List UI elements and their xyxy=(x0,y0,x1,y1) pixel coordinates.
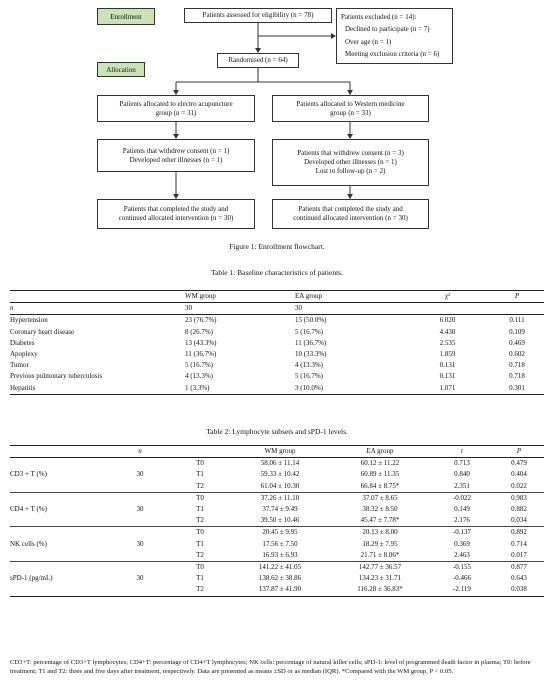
table-cell xyxy=(490,303,544,315)
table-cell xyxy=(110,562,170,574)
table1-header: WM group xyxy=(185,292,216,300)
box-line: Patients that completed the study and xyxy=(298,205,403,213)
table-cell: Hypertension xyxy=(10,316,48,325)
table2-header: n xyxy=(138,447,142,455)
table-cell: 15 (50.0%) xyxy=(295,316,327,325)
table-cell: 1.071 xyxy=(439,383,456,392)
table-cell: 116.28 ± 36.83* xyxy=(357,585,403,594)
table2-caption: Table 2: Lymphocyte subsets and sPD-1 levels. xyxy=(206,427,348,436)
table-cell xyxy=(10,584,110,596)
table-cell: -0.137 xyxy=(430,527,494,539)
table-row xyxy=(10,371,544,382)
table-row xyxy=(10,360,544,371)
table-cell: Diabetes xyxy=(10,338,35,347)
table-cell: 4.430 xyxy=(439,327,456,336)
table-cell: 45.47 ± 7.78* xyxy=(360,516,400,525)
table-cell: 0.149 xyxy=(454,505,470,514)
table-cell xyxy=(110,550,170,562)
table-row xyxy=(10,338,544,349)
table-cell: 0.643 xyxy=(511,574,527,583)
table-row xyxy=(10,584,544,596)
table-cell xyxy=(110,527,170,539)
assessed-box: Patients assessed for eligibility (n = 78) xyxy=(184,8,332,23)
table-cell: 20.13 ± 8.00 xyxy=(330,527,430,539)
table-cell xyxy=(10,562,110,574)
table-cell: 30 xyxy=(185,304,192,313)
table-cell: 0.469 xyxy=(509,338,525,347)
table-cell: T2 xyxy=(196,550,204,559)
table-cell: 60.89 ± 11.35 xyxy=(360,470,400,479)
left-allocation-box xyxy=(97,95,255,122)
table-cell: Apoplexy xyxy=(10,350,38,359)
table-cell: 20.45 ± 9.95 xyxy=(230,527,330,539)
table-cell xyxy=(405,303,490,315)
table-cell: 4 (13.3%) xyxy=(295,361,323,370)
table-cell: 0.882 xyxy=(511,505,527,514)
table-row xyxy=(10,383,544,395)
table-cell: T1 xyxy=(196,574,204,583)
table-cell: 30 xyxy=(295,304,302,313)
table-cell: 5 (16.7%) xyxy=(185,361,213,370)
table-cell: 30 xyxy=(136,539,144,548)
table-row xyxy=(10,458,544,470)
enrollment-tag: Enrollment xyxy=(97,8,155,25)
excluded-box xyxy=(336,8,453,64)
table-cell xyxy=(10,481,110,493)
table-cell: CD3 + T (%) xyxy=(10,470,47,479)
excluded-title: Patients excluded (n = 14): xyxy=(341,12,417,21)
table-cell: 11 (36.7%) xyxy=(295,338,327,347)
box-line: Developed other illnesses (n = 1) xyxy=(129,155,223,164)
table-cell: 2.176 xyxy=(454,516,470,525)
table-cell: n xyxy=(10,304,14,313)
table-row xyxy=(10,349,544,360)
table-cell: 0.131 xyxy=(439,361,456,370)
table-cell: 23 (76.7%) xyxy=(185,316,217,325)
table-cell: 0.840 xyxy=(454,470,470,479)
table2-header: EA group xyxy=(366,447,394,455)
table-cell: 5 (16.7%) xyxy=(295,327,323,336)
left-complete-box xyxy=(97,199,255,229)
table-cell: 2.351 xyxy=(454,481,470,490)
table-cell xyxy=(110,458,170,470)
table-cell: 0.301 xyxy=(509,383,525,392)
table-cell: NK cells (%) xyxy=(10,539,47,548)
table-row xyxy=(10,527,544,539)
table-row xyxy=(10,550,544,562)
table-cell: 0.109 xyxy=(509,327,525,336)
table-cell: 0.038 xyxy=(511,585,527,594)
table-cell: 3 (10.0%) xyxy=(295,383,323,392)
table-cell: T0 xyxy=(196,459,204,468)
table-cell xyxy=(10,515,110,527)
table-row xyxy=(10,327,544,338)
box-line: Patients allocated to Western medicine xyxy=(296,99,405,108)
box-line: group (n = 33) xyxy=(330,108,371,117)
table-cell: 58.06 ± 11.14 xyxy=(260,459,300,468)
table2-footnote: CD3+T: percentage of CD3+T lymphocytes; CD4+T: percentage of CD4+T lymphocytes; NK cells: percentage of natural killer cells; sPD-1: level of programmed death factor in plasma; T0: before treatment; T1 and T2: three and five days after treatment, respectively. Data are presented as means ±SD or as median (IQR). *Compared with the WM group, P < 0.05. xyxy=(10,659,531,675)
table1 xyxy=(10,290,544,395)
table-cell: Tumor xyxy=(10,361,29,370)
table-cell: 0.017 xyxy=(511,550,527,559)
table-cell: -0.022 xyxy=(430,492,494,504)
table-row xyxy=(10,504,544,515)
table-cell: 134.23 ± 31.71 xyxy=(358,574,402,583)
table-cell: 8 (26.7%) xyxy=(185,327,213,336)
table-cell xyxy=(10,492,110,504)
table-cell: 1.859 xyxy=(439,350,456,359)
table2-header: P xyxy=(516,447,522,455)
table-cell: sPD-1 (pg/mL) xyxy=(10,574,53,583)
table-cell: 0.602 xyxy=(509,350,525,359)
table-cell: 0.369 xyxy=(454,539,470,548)
table-cell: 11 (36.7%) xyxy=(185,350,217,359)
table-cell: 37.07 ± 8.65 xyxy=(330,492,430,504)
table1-header: χ² xyxy=(444,292,451,300)
table2-header xyxy=(10,446,110,458)
table-row xyxy=(10,315,544,327)
excluded-item: Over age (n = 1) xyxy=(345,37,392,46)
excluded-item: Declined to participate (n = 7) xyxy=(345,25,430,34)
table-cell: 60.12 ± 11.22 xyxy=(360,459,400,468)
left-withdraw-box xyxy=(97,139,255,172)
table-cell: 142.77 ± 36.57 xyxy=(330,562,430,574)
table-cell: 5 (16.7%) xyxy=(295,372,323,381)
table-cell: 137.87 ± 41.90 xyxy=(258,585,302,594)
table-cell: 0.892 xyxy=(494,527,544,539)
table-cell: 138.62 ± 38.86 xyxy=(258,574,302,583)
table-cell: 37.74 ± 9.49 xyxy=(262,505,298,514)
table-cell: 0.877 xyxy=(494,562,544,574)
table-cell: T2 xyxy=(196,516,204,525)
table-cell: T0 xyxy=(170,527,230,539)
table-cell: 38.32 ± 8.50 xyxy=(362,505,398,514)
table-cell: 18.29 ± 7.95 xyxy=(362,539,398,548)
table-cell: 37.26 ± 11.10 xyxy=(230,492,330,504)
table-cell: 66.84 ± 8.75* xyxy=(360,481,400,490)
table-cell: 0.034 xyxy=(511,516,527,525)
table-row xyxy=(10,303,544,315)
box-line: Patients that withdrew consent (n = 1) xyxy=(122,146,230,155)
table-cell: Previous pulmonary tuberculosis xyxy=(10,372,103,381)
table-cell xyxy=(10,458,110,470)
table-cell: -0.155 xyxy=(430,562,494,574)
box-line: Patients that completed the study and xyxy=(123,205,229,213)
table-cell: 21.71 ± 8.06* xyxy=(360,550,400,559)
table-cell: CD4 + T (%) xyxy=(10,505,47,514)
box-line: group (n = 31) xyxy=(155,108,197,117)
table-cell: 61.04 ± 10.30 xyxy=(260,481,300,490)
table2-header: WM group xyxy=(264,447,296,455)
table-cell: 30 xyxy=(136,574,144,583)
table-cell: 0.983 xyxy=(494,492,544,504)
table1-header xyxy=(10,291,185,303)
table-cell: 39.50 ± 10.46 xyxy=(260,516,300,525)
box-line: Developed other illnesses (n = 1) xyxy=(304,158,397,166)
table-row xyxy=(10,562,544,574)
table-cell: T0 xyxy=(170,562,230,574)
table-row xyxy=(10,515,544,527)
table-cell: 2.463 xyxy=(454,550,470,559)
box-line: Lost to follow-up (n = 2) xyxy=(315,167,386,175)
table-cell: 16.93 ± 6.93 xyxy=(262,550,298,559)
table-cell xyxy=(110,481,170,493)
table-cell: 17.56 ± 7.50 xyxy=(262,539,298,548)
table-cell: 0.718 xyxy=(509,372,525,381)
box-line: Patients allocated to electro acupuncture xyxy=(119,99,233,108)
table2-header xyxy=(170,446,230,458)
box-line: continued allocated intervention (n = 30) xyxy=(118,214,234,222)
table-cell xyxy=(10,550,110,562)
table-cell: 30 xyxy=(136,505,144,514)
table-cell: 4 (13.3%) xyxy=(185,372,213,381)
table-cell: T1 xyxy=(196,505,204,514)
table-cell: 10 (33.3%) xyxy=(295,350,327,359)
table1-caption: Table 1: Baseline characteristics of patients. xyxy=(211,268,343,277)
table1-header: P xyxy=(514,292,520,300)
table-cell: Coronary heart disease xyxy=(10,327,75,336)
table-cell: 0.718 xyxy=(509,361,525,370)
table-cell: 0.131 xyxy=(439,372,456,381)
table-cell xyxy=(110,492,170,504)
table-cell: 0.479 xyxy=(511,459,527,468)
table-cell: 0.022 xyxy=(511,481,527,490)
table-cell: 59.33 ± 10.42 xyxy=(260,470,300,479)
right-allocation-box xyxy=(272,95,429,122)
excluded-item: Meeting exclusion criteria (n = 6) xyxy=(345,50,440,59)
box-line: continued allocated intervention (n = 30) xyxy=(293,214,408,222)
table-cell: 6.020 xyxy=(439,316,456,325)
right-withdraw-box xyxy=(272,139,429,186)
table-row xyxy=(10,481,544,493)
table-cell: 0.404 xyxy=(511,470,527,479)
table-cell: 13 (43.3%) xyxy=(185,338,217,347)
table-cell xyxy=(10,527,110,539)
table-cell xyxy=(110,515,170,527)
table-cell: -2.119 xyxy=(453,585,471,594)
randomised-box: Randomised (n = 64) xyxy=(217,53,299,68)
table-cell: 30 xyxy=(136,470,144,479)
table-cell: 2.535 xyxy=(439,338,456,347)
table-cell: T1 xyxy=(196,470,204,479)
right-complete-box xyxy=(272,199,429,229)
allocation-tag: Allocation xyxy=(97,62,145,77)
table-cell xyxy=(110,584,170,596)
table-row xyxy=(10,539,544,550)
figure-caption: Figure 1: Enrollment flowchart. xyxy=(229,242,325,251)
table-cell: 0.714 xyxy=(511,539,527,548)
table-cell: -0.466 xyxy=(452,574,472,583)
table2 xyxy=(10,445,544,597)
table-cell: T2 xyxy=(196,585,204,594)
table-cell: T2 xyxy=(196,481,204,490)
table2-header: t xyxy=(461,447,463,455)
table-cell: Hepatitis xyxy=(10,383,36,392)
table-cell: 1 (3.3%) xyxy=(185,383,210,392)
table1-header: EA group xyxy=(295,292,323,300)
table-row xyxy=(10,492,544,504)
table-cell: 0.111 xyxy=(509,316,525,325)
table-cell: T1 xyxy=(196,539,204,548)
table-row xyxy=(10,573,544,584)
table-row xyxy=(10,469,544,480)
table-cell: 0.713 xyxy=(454,459,470,468)
table-cell: 141.22 ± 41.05 xyxy=(230,562,330,574)
table-cell: T0 xyxy=(170,492,230,504)
box-line: Patients that withdrew consent (n = 3) xyxy=(297,149,404,157)
